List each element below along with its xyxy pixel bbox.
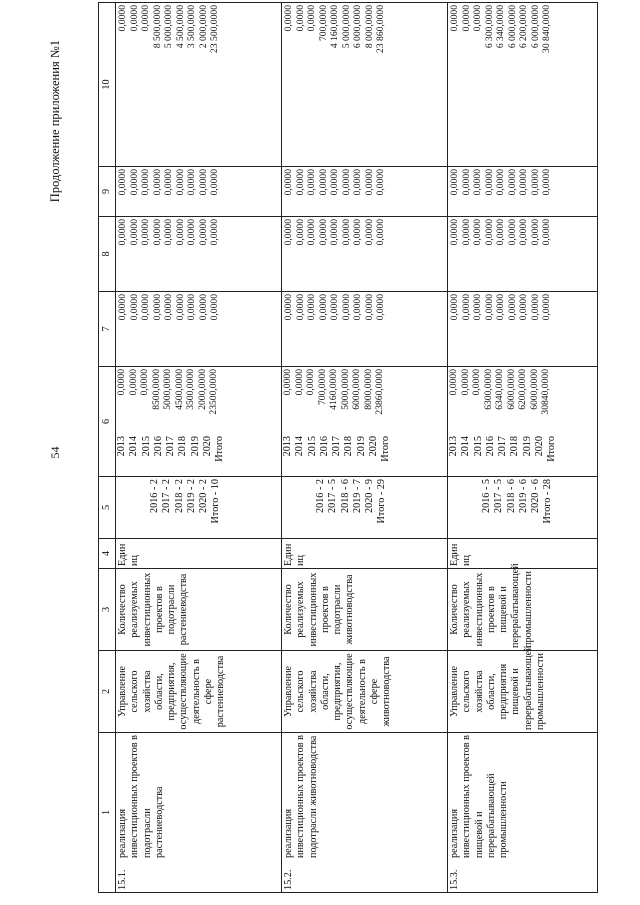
year: 2014 (460, 436, 472, 457)
year: 2015 (140, 436, 152, 457)
target-value: Итого - 29 (376, 479, 388, 524)
funding-value: 8 500,0000 (151, 5, 163, 49)
funding-value: 0,0000 (541, 219, 553, 246)
funding-value: 0,0000 (294, 5, 306, 32)
funding-value: 0,0000 (306, 5, 318, 32)
funding-value: 0,0000 (317, 219, 329, 246)
funding-value: 0,0000 (283, 169, 295, 196)
funding-value: 0,0000 (209, 294, 221, 321)
funding-value: 0,0000 (472, 169, 484, 196)
indicator: Количество реализуемых инвестиционных проектов в подотрасли животноводства (282, 569, 448, 651)
column-header: 2 (99, 651, 116, 733)
program-table (98, 2, 598, 893)
row-number: 15.3. (449, 869, 461, 890)
funding-value: 6000,0000 (351, 369, 363, 410)
funding-value: 3500,0000 (185, 369, 197, 410)
funding-value: 6000,0000 (528, 369, 540, 410)
funding-value: 5 000,0000 (340, 5, 352, 49)
column-header: 3 (99, 569, 116, 651)
funding-value: 0,0000 (448, 369, 460, 396)
year: 2018 (177, 436, 189, 457)
funding-value: 0,0000 (449, 5, 461, 32)
target-value: 2018 - 6 (339, 479, 351, 513)
funding-value: 4 500,0000 (174, 5, 186, 49)
col8-values (448, 217, 598, 292)
funding-value: 0,0000 (197, 169, 209, 196)
cell-funding (116, 367, 282, 477)
funding-value: 0,0000 (506, 169, 518, 196)
column-header: 5 (99, 477, 116, 539)
funding-value: 0,0000 (282, 369, 294, 396)
funding-value: 6 340,0000 (495, 5, 507, 49)
unit: Единиц (448, 539, 598, 569)
funding-value: 0,0000 (197, 219, 209, 246)
funding-value: 0,0000 (151, 169, 163, 196)
funding-value: 0,0000 (117, 294, 129, 321)
year: 2015 (472, 436, 484, 457)
funding-value: 0,0000 (186, 169, 198, 196)
funding-value: 0,0000 (128, 169, 140, 196)
target-value: 2019 - 2 (185, 479, 197, 513)
funding-value: 0,0000 (197, 294, 209, 321)
funding-value: 0,0000 (294, 219, 306, 246)
funding-value: 0,0000 (306, 169, 318, 196)
target-value: Итого - 28 (542, 479, 554, 524)
year: 2020 (533, 436, 545, 457)
funding-value: 0,0000 (495, 294, 507, 321)
value-list (448, 367, 558, 436)
funding-value: 0,0000 (283, 294, 295, 321)
target-value: 2017 - 5 (327, 479, 339, 513)
funding-value: 0,0000 (506, 294, 518, 321)
funding-value: 0,0000 (472, 294, 484, 321)
column-header: 6 (99, 367, 116, 477)
funding-value: 8000,0000 (362, 369, 374, 410)
year-list (116, 436, 226, 476)
funding-value: 0,0000 (174, 219, 186, 246)
funding-value: 5 000,0000 (163, 5, 175, 49)
funding-value: 0,0000 (293, 369, 305, 396)
executor: Управление сельского хозяйства области, предприятия, осуществляющие деятельность в сфере животноводства (282, 651, 448, 733)
funding-value: 0,0000 (128, 219, 140, 246)
funding-value: 4500,0000 (173, 369, 185, 410)
target-value: 2020 - 2 (198, 479, 210, 513)
year-list (448, 436, 558, 476)
funding-value: 6000,0000 (505, 369, 517, 410)
funding-value: 6 000,0000 (506, 5, 518, 49)
funding-value: 0,0000 (283, 219, 295, 246)
funding-value: 6300,0000 (482, 369, 494, 410)
year: 2019 (355, 436, 367, 457)
executor: Управление сельского хозяйства области, предприятия, осуществляющие деятельность в сфере растениеводства (116, 651, 282, 733)
column-header: 7 (99, 292, 116, 367)
column-header: 9 (99, 167, 116, 217)
funding-value: 23500,0000 (208, 369, 220, 415)
funding-value: 0,0000 (306, 294, 318, 321)
funding-value: 0,0000 (139, 369, 151, 396)
year: 2017 (331, 436, 343, 457)
table-row (448, 3, 598, 893)
funding-value: 0,0000 (128, 5, 140, 32)
funding-value: 0,0000 (471, 369, 483, 396)
year: 2013 (282, 436, 294, 457)
table-row (116, 3, 282, 893)
funding-value: 0,0000 (363, 294, 375, 321)
funding-value: 0,0000 (529, 219, 541, 246)
targets-cell (116, 477, 282, 539)
activity-description: реализация инвестиционных проектов в подотрасли растениеводства (117, 735, 165, 858)
table-row (282, 3, 448, 893)
funding-value: 0,0000 (209, 169, 221, 196)
year: 2018 (509, 436, 521, 457)
funding-value: 8500,0000 (150, 369, 162, 410)
funding-value: 23 860,0000 (375, 5, 387, 53)
unit: Единиц (116, 539, 282, 569)
year: 2016 (152, 436, 164, 457)
funding-value: 0,0000 (294, 294, 306, 321)
funding-value: 23860,0000 (374, 369, 386, 415)
year: 2020 (201, 436, 213, 457)
funding-value: 6 200,0000 (518, 5, 530, 49)
funding-value: 0,0000 (352, 294, 364, 321)
funding-value: 0,0000 (329, 169, 341, 196)
indicator: Количество реализуемых инвестиционных проектов в пищевой и перерабатывающей промышленности (448, 569, 598, 651)
targets-cell (448, 477, 598, 539)
funding-value: 0,0000 (151, 219, 163, 246)
funding-value: 0,0000 (518, 169, 530, 196)
executor: Управление сельского хозяйства области, предприятия пищевой и перерабатывающей промышленности (448, 651, 598, 733)
funding-value: 6 000,0000 (352, 5, 364, 49)
funding-value: 0,0000 (375, 219, 387, 246)
activity-description: реализация инвестиционных проектов в пищевой и перерабатывающей промышленности (449, 735, 510, 858)
year: 2017 (497, 436, 509, 457)
target-value: 2017 - 2 (161, 479, 173, 513)
funding-value: 0,0000 (518, 294, 530, 321)
funding-value: 0,0000 (460, 294, 472, 321)
funding-value: 0,0000 (140, 169, 152, 196)
funding-value: 0,0000 (363, 169, 375, 196)
funding-value: 4 160,0000 (329, 5, 341, 49)
year: 2013 (448, 436, 460, 457)
funding-value: 0,0000 (117, 219, 129, 246)
target-value: 2019 - 7 (351, 479, 363, 513)
column-header: 10 (99, 3, 116, 167)
funding-value: 0,0000 (449, 219, 461, 246)
funding-value: 0,0000 (140, 294, 152, 321)
funding-value: 0,0000 (529, 169, 541, 196)
funding-value: 0,0000 (151, 294, 163, 321)
funding-value: 5000,0000 (162, 369, 174, 410)
cell-funding (448, 367, 598, 477)
col9-values (448, 167, 598, 217)
funding-value: 0,0000 (460, 169, 472, 196)
funding-value: 0,0000 (472, 5, 484, 32)
funding-value: 0,0000 (483, 169, 495, 196)
col8-values (116, 217, 282, 292)
funding-value: 0,0000 (518, 219, 530, 246)
funding-value: 0,0000 (117, 5, 129, 32)
funding-value: 0,0000 (506, 219, 518, 246)
col7-values (282, 292, 448, 367)
target-value: 2016 - 5 (481, 479, 493, 513)
funding-value: 0,0000 (352, 219, 364, 246)
funding-value: 0,0000 (495, 219, 507, 246)
funding-value: 0,0000 (449, 294, 461, 321)
year: Итого (546, 436, 558, 462)
funding-value: 0,0000 (174, 169, 186, 196)
funding-value: 0,0000 (375, 169, 387, 196)
funding-value: 0,0000 (460, 219, 472, 246)
funding-value: 0,0000 (352, 169, 364, 196)
year: 2019 (521, 436, 533, 457)
target-value: 2018 - 6 (505, 479, 517, 513)
indicator: Количество реализуемых инвестиционных проектов в подотрасли растениеводства (116, 569, 282, 651)
funding-value: 0,0000 (283, 5, 295, 32)
year: 2015 (306, 436, 318, 457)
col10-values (116, 3, 282, 167)
targets-cell (282, 477, 448, 539)
funding-value: 0,0000 (305, 369, 317, 396)
target-value: 2020 - 9 (364, 479, 376, 513)
funding-value: 6 300,0000 (483, 5, 495, 49)
funding-value: 0,0000 (375, 294, 387, 321)
target-value: 2019 - 6 (517, 479, 529, 513)
funding-value: 0,0000 (317, 294, 329, 321)
funding-value: 0,0000 (483, 219, 495, 246)
target-value: 2016 - 2 (149, 479, 161, 513)
column-header: 1 (99, 733, 116, 893)
col10-values (282, 3, 448, 167)
funding-value: 0,0000 (186, 294, 198, 321)
year: 2013 (116, 436, 128, 457)
col9-values (116, 167, 282, 217)
value-list (116, 367, 226, 436)
column-header: 4 (99, 539, 116, 569)
funding-value: 0,0000 (174, 294, 186, 321)
funding-value: 30 840,0000 (541, 5, 553, 53)
funding-value: 2 000,0000 (197, 5, 209, 49)
continuation-label: Продолжение приложения №1 (48, 40, 62, 203)
funding-value: 0,0000 (140, 219, 152, 246)
funding-value: 0,0000 (460, 5, 472, 32)
row-number: 15.1. (117, 869, 129, 890)
funding-value: 700,0000 (317, 5, 329, 41)
funding-value: 2000,0000 (196, 369, 208, 410)
col7-values (448, 292, 598, 367)
funding-value: 0,0000 (163, 294, 175, 321)
funding-value: 8 000,0000 (363, 5, 375, 49)
col8-values (282, 217, 448, 292)
funding-value: 0,0000 (140, 5, 152, 32)
funding-value: 0,0000 (116, 369, 128, 396)
funding-value: 0,0000 (541, 169, 553, 196)
funding-value: 0,0000 (128, 294, 140, 321)
funding-value: 6 000,0000 (529, 5, 541, 49)
funding-value: 0,0000 (317, 169, 329, 196)
target-value: 2018 - 2 (173, 479, 185, 513)
funding-value: 0,0000 (340, 169, 352, 196)
cell-activity (448, 733, 598, 893)
cell-funding (282, 367, 448, 477)
col10-values (448, 3, 598, 167)
funding-value: 0,0000 (163, 169, 175, 196)
funding-value: 0,0000 (163, 219, 175, 246)
funding-value: 0,0000 (340, 294, 352, 321)
funding-value: 0,0000 (127, 369, 139, 396)
year: 2020 (367, 436, 379, 457)
funding-value: 0,0000 (306, 219, 318, 246)
funding-value: 0,0000 (472, 219, 484, 246)
col9-values (282, 167, 448, 217)
year: 2016 (318, 436, 330, 457)
year: Итого (380, 436, 392, 462)
cell-activity (282, 733, 448, 893)
funding-value: 700,0000 (316, 369, 328, 405)
funding-value: 0,0000 (449, 169, 461, 196)
year: 2014 (128, 436, 140, 457)
year: 2018 (343, 436, 355, 457)
value-list (282, 367, 392, 436)
funding-value: 0,0000 (363, 219, 375, 246)
target-value: Итого - 10 (210, 479, 222, 524)
funding-value: 5000,0000 (339, 369, 351, 410)
funding-value: 0,0000 (329, 294, 341, 321)
funding-value: 0,0000 (495, 169, 507, 196)
target-value: 2016 - 2 (315, 479, 327, 513)
funding-value: 6200,0000 (517, 369, 529, 410)
target-value: 2020 - 6 (530, 479, 542, 513)
funding-value: 0,0000 (329, 219, 341, 246)
funding-value: 0,0000 (483, 294, 495, 321)
funding-value: 6340,0000 (494, 369, 506, 410)
column-header: 8 (99, 217, 116, 292)
col7-values (116, 292, 282, 367)
year: 2016 (484, 436, 496, 457)
funding-value: 0,0000 (340, 219, 352, 246)
page-number: 54 (48, 446, 62, 459)
year: 2014 (294, 436, 306, 457)
funding-value: 0,0000 (459, 369, 471, 396)
target-value: 2017 - 5 (493, 479, 505, 513)
activity-description: реализация инвестиционных проектов в подотрасли животноводства (283, 735, 319, 858)
funding-value: 0,0000 (186, 219, 198, 246)
unit: Единиц (282, 539, 448, 569)
row-number: 15.2. (283, 869, 295, 890)
funding-value: 4160,0000 (328, 369, 340, 410)
funding-value: 3 500,0000 (186, 5, 198, 49)
funding-value: 0,0000 (294, 169, 306, 196)
funding-value: 0,0000 (117, 169, 129, 196)
funding-value: 0,0000 (541, 294, 553, 321)
cell-activity (116, 733, 282, 893)
year-list (282, 436, 392, 476)
funding-value: 30840,0000 (540, 369, 552, 415)
funding-value: 0,0000 (529, 294, 541, 321)
funding-value: 0,0000 (209, 219, 221, 246)
funding-value: 23 500,0000 (209, 5, 221, 53)
year: 2019 (189, 436, 201, 457)
year: 2017 (165, 436, 177, 457)
year: Итого (214, 436, 226, 462)
column-header-row (99, 3, 116, 893)
